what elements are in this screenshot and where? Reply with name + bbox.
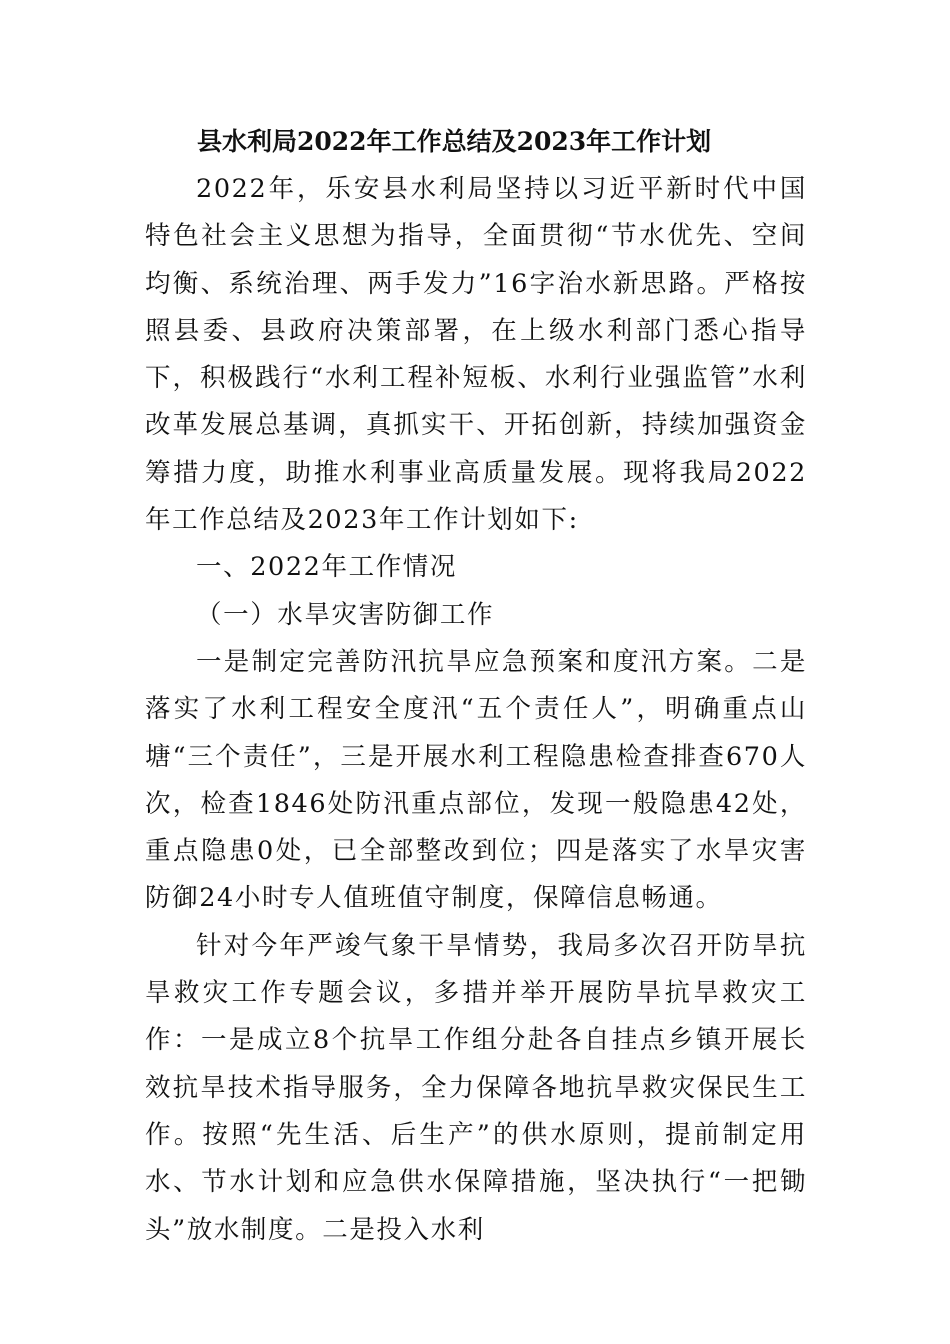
- subsection-heading-1: （一）水旱灾害防御工作: [196, 599, 495, 630]
- document-title: 县水利局2022年工作总结及2023年工作计划: [197, 127, 712, 156]
- body-paragraph-2: 针对今年严竣气象干旱情势，我局多次召开防旱抗旱救灾工作专题会议，多措并举开展防旱抗旱救灾工作：一是成立8个抗旱工作组分赴各自挂点乡镇开展长效抗旱技术指导服务，全力保障各地抗旱救灾保民生工作。按照“先生活、后生产”的供水原则，提前制定用水、节水计划和应急供水保障措施，坚决执行“一把锄头”放水制度。二是投入水利: [145, 930, 807, 1245]
- document-body: [145, 118, 807, 1254]
- section-heading-1: 一、2022年工作情况: [196, 552, 457, 583]
- body-paragraph-1: 一是制定完善防汛抗旱应急预案和度汛方案。二是落实了水利工程安全度汛“五个责任人”，明确重点山塘“三个责任”，三是开展水利工程隐患检查排查670人次，检查1846处防汛重点部位，发现一般隐患42处，重点隐患0处，已全部整改到位；四是落实了水旱灾害防御24小时专人值班值守制度，保障信息畅通。: [145, 646, 807, 914]
- intro-paragraph: 2022年，乐安县水利局坚持以习近平新时代中国特色社会主义思想为指导，全面贯彻“节水优先、空间均衡、系统治理、两手发力”16字治水新思路。严格按照县委、县政府决策部署，在上级水利部门悉心指导下，积极践行“水利工程补短板、水利行业强监管”水利改革发展总基调，真抓实干、开拓创新，持续加强资金筹措力度，助推水利事业高质量发展。现将我局2022年工作总结及2023年工作计划如下:: [145, 174, 807, 536]
